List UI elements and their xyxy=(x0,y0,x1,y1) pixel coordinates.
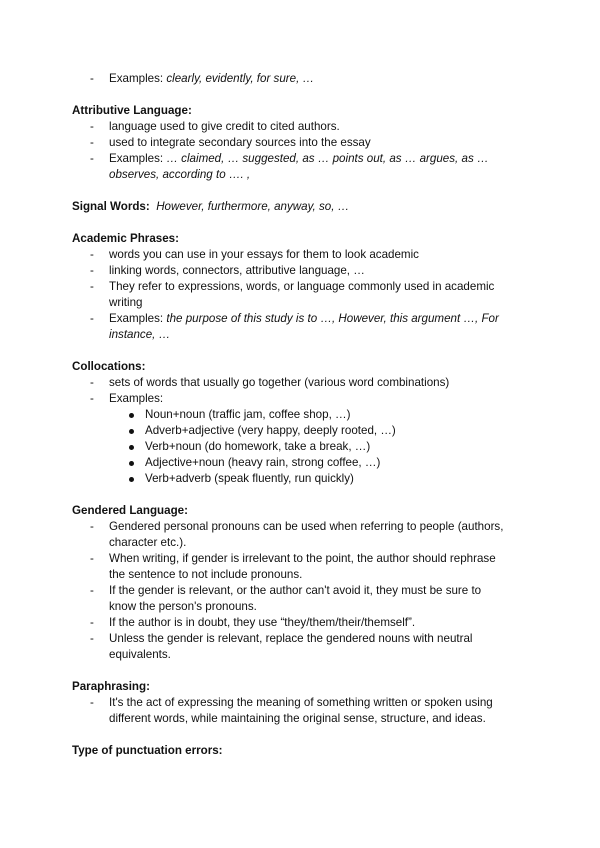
list-item: - linking words, connectors, attributive language, … xyxy=(90,264,365,277)
section-heading: Gendered Language: xyxy=(72,504,188,517)
bullet-item xyxy=(72,455,542,471)
item-text: They refer to expressions, words, or language commonly used in academic writing xyxy=(109,280,495,309)
section-heading: Paraphrasing: xyxy=(72,680,150,693)
list-item: - language used to give credit to cited authors. xyxy=(90,120,340,133)
item-text: Examples: xyxy=(109,72,167,85)
item-text: It's the act of expressing the meaning of something written or spoken using different words, while maintaining the original sense, structure, and ideas. xyxy=(109,696,493,725)
bullet-icon xyxy=(129,445,134,450)
list-item: - Examples: clearly, evidently, for sure, … xyxy=(90,72,315,85)
bullet-item xyxy=(72,439,542,455)
list-item: - used to integrate secondary sources into the essay xyxy=(90,136,371,149)
bullet-item xyxy=(72,471,542,487)
section-heading: Academic Phrases: xyxy=(72,232,179,245)
item-text: words you can use in your essays for them to look academic xyxy=(109,248,419,261)
bullet-item xyxy=(72,423,542,439)
list-item: - sets of words that usually go together (various word combinations) xyxy=(90,376,450,389)
bullet-icon xyxy=(129,461,134,466)
list-item: - Unless the gender is relevant, replace the gendered nouns with neutral equivalents. xyxy=(90,632,473,661)
list-item: - If the author is in doubt, they use “they/them/their/themself”. xyxy=(90,616,416,629)
item-text: Unless the gender is relevant, replace the gendered nouns with neutral equivalents. xyxy=(109,632,473,661)
item-text: Examples: xyxy=(109,312,167,325)
item-text: Verb+adverb (speak fluently, run quickly) xyxy=(145,472,354,485)
item-text: Noun+noun (traffic jam, coffee shop, …) xyxy=(145,408,351,421)
item-text: Examples: xyxy=(109,152,167,165)
bullet-item xyxy=(72,407,542,423)
item-text: Verb+noun (do homework, take a break, …) xyxy=(145,440,371,453)
bullet-icon xyxy=(129,413,134,418)
item-text: Adverb+adjective (very happy, deeply rooted, …) xyxy=(145,424,396,437)
item-text: used to integrate secondary sources into the essay xyxy=(109,136,371,149)
item-text: sets of words that usually go together (various word combinations) xyxy=(109,376,450,389)
item-text: Examples: xyxy=(109,392,164,405)
list-item: - It's the act of expressing the meaning of something written or spoken using different words, while maintaining the original sense, structure, and ideas. xyxy=(90,696,493,725)
item-italic-text: clearly, evidently, for sure, … xyxy=(166,72,315,85)
list-item: - Examples: the purpose of this study is to …, However, this argument …, For instance, … xyxy=(90,312,499,341)
item-text: Adjective+noun (heavy rain, strong coffee, …) xyxy=(145,456,381,469)
section-heading: Type of punctuation errors: xyxy=(72,744,223,757)
list-item: - Examples: xyxy=(90,392,164,405)
item-text: language used to give credit to cited authors. xyxy=(109,120,340,133)
document-page xyxy=(72,71,542,759)
item-text: Gendered personal pronouns can be used when referring to people (authors, character etc.). xyxy=(109,520,504,549)
list-item: - If the gender is relevant, or the author can't avoid it, they must be sure to know the person's pronouns. xyxy=(90,584,482,613)
list-item: - They refer to expressions, words, or language commonly used in academic writing xyxy=(90,280,495,309)
list-item: - When writing, if gender is irrelevant to the point, the author should rephrase the sentence to not include pronouns. xyxy=(90,552,496,581)
item-text: If the gender is relevant, or the author can't avoid it, they must be sure to know the person's pronouns. xyxy=(109,584,482,613)
section-heading: Collocations: xyxy=(72,360,146,373)
list-item: - words you can use in your essays for them to look academic xyxy=(90,248,419,261)
item-text: If the author is in doubt, they use “they/them/their/themself”. xyxy=(109,616,416,629)
section-heading: Attributive Language: xyxy=(72,104,192,117)
signal-heading: Signal Words: xyxy=(72,200,150,213)
item-text: linking words, connectors, attributive language, … xyxy=(109,264,365,277)
item-text: When writing, if gender is irrelevant to the point, the author should rephrase the sentence to not include pronouns. xyxy=(109,552,496,581)
list-item: - Gendered personal pronouns can be used when referring to people (authors, character etc.). xyxy=(90,520,504,549)
list-item: - Examples: … claimed, … suggested, as … points out, as … argues, as … observes, according to …. , xyxy=(90,152,489,181)
signal-words-text: However, furthermore, anyway, so, … xyxy=(156,200,350,213)
bullet-icon xyxy=(129,429,134,434)
item-italic-text: … claimed, … suggested, as … points out, as … argues, as … observes, according to …. , xyxy=(109,152,489,181)
item-italic-text: the purpose of this study is to …, However, this argument …, For instance, … xyxy=(109,312,499,341)
section-heading xyxy=(72,199,542,215)
bullet-icon xyxy=(129,477,134,482)
